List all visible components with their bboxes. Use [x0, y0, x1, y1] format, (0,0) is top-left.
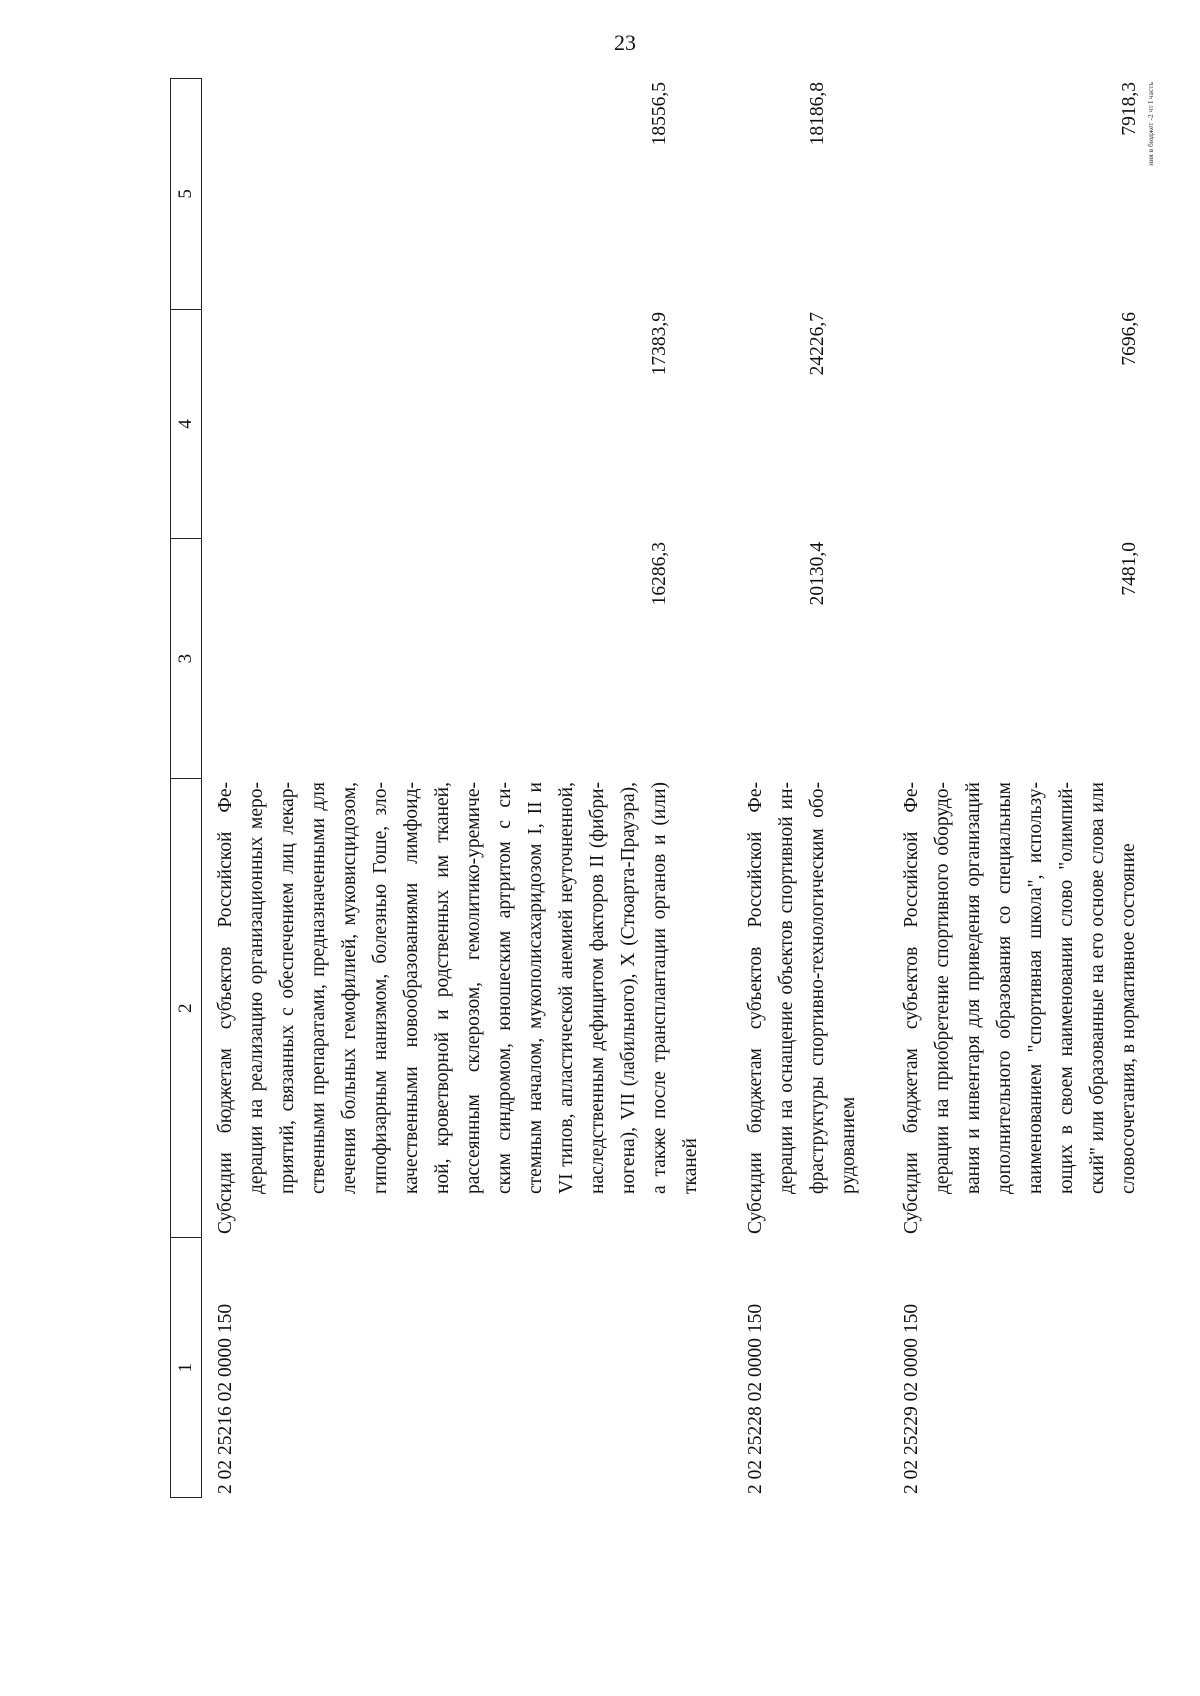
row-description	[740, 782, 864, 1234]
footnote: ния в бюджет -2 чт I часть	[1146, 82, 1155, 166]
description-line: а также после трансплантации органов и (или)	[649, 782, 670, 1194]
description-line: Субсидии бюджетам субъектов Российской Фе-	[745, 782, 766, 1234]
header-col-5: 5	[175, 189, 196, 199]
row-value-col-3: 20130,4	[807, 542, 828, 606]
description-line: Субсидии бюджетам субъектов Российской Фе-	[901, 782, 922, 1234]
description-line: словосочетания, в нормативное состояние	[1118, 843, 1139, 1194]
table-row	[210, 78, 710, 1498]
description-line: ский" или образованные на его основе слова или	[1087, 782, 1108, 1194]
header-col-3: 3	[171, 538, 201, 778]
page-number: 23	[614, 30, 636, 55]
table-header-row	[170, 78, 202, 1498]
header-col-4: 4	[171, 309, 201, 539]
row-value-col-3: 16286,3	[649, 542, 670, 606]
row-value-col-5: 7918,3	[1119, 82, 1140, 136]
description-line: ским синдромом, юношеским артритом с си-	[494, 782, 515, 1194]
description-line: Субсидии бюджетам субъектов Российской Фе-	[215, 782, 236, 1234]
row-description	[896, 782, 1144, 1234]
description-line: ющих в своем наименовании слово "олимпий-	[1056, 782, 1077, 1194]
description-line: гипофизарным нанизмом, болезнью Гоше, зло-	[370, 782, 391, 1194]
description-line: рассеянным склерозом, гемолитико-уремиче-	[463, 782, 484, 1194]
table-row	[740, 78, 870, 1498]
header-col-1: 1	[171, 1237, 201, 1497]
rotated-table-sheet	[170, 78, 1155, 1498]
description-line: тканей	[680, 1138, 701, 1194]
description-line: наименованием "спортивная школа", использу-	[1025, 782, 1046, 1194]
row-value-col-4: 24226,7	[807, 312, 828, 376]
row-code: 2 02 25229 02 0000 150	[901, 1303, 922, 1494]
description-line: ной, кроветворной и родственных им тканей,	[432, 782, 453, 1194]
row-description	[210, 782, 706, 1234]
description-line: качественными новообразованиями лимфоид-	[401, 782, 422, 1194]
row-value-col-4: 17383,9	[649, 312, 670, 376]
description-line: приятий, связанных с обеспечением лиц лекар-	[277, 782, 298, 1194]
description-line: стемным началом, мукополисахаридозом I, II и	[525, 782, 546, 1194]
description-line: дерации на оснащение объектов спортивной ин-	[776, 782, 797, 1194]
description-line: дополнительного образования со специальным	[994, 782, 1015, 1194]
description-line: лечения больных гемофилией, муковисцидозом,	[339, 782, 360, 1194]
row-code: 2 02 25216 02 0000 150	[215, 1303, 236, 1494]
row-value-col-5: 18556,5	[649, 82, 670, 146]
description-line: фраструктуры спортивно-технологическим обо-	[807, 782, 828, 1194]
table-row	[896, 78, 1156, 1498]
header-col-2: 2	[171, 778, 201, 1237]
description-line: ственными препаратами, предназначенными для	[308, 782, 329, 1194]
description-line: VI типов, апластической анемией неуточненной,	[556, 782, 577, 1194]
description-line: рудованием	[838, 1096, 859, 1194]
description-line: дерации на реализацию организационных меро-	[246, 782, 267, 1194]
description-line: ногена), VII (лабильного), X (Стюарта-Прауэра),	[618, 782, 639, 1194]
row-value-col-4: 7696,6	[1119, 312, 1140, 366]
description-line: наследственным дефицитом факторов II (фибри-	[587, 782, 608, 1194]
row-code: 2 02 25228 02 0000 150	[745, 1303, 766, 1494]
description-line: дерации на приобретение спортивного оборудо-	[932, 782, 953, 1194]
row-value-col-3: 7481,0	[1119, 542, 1140, 596]
row-value-col-5: 18186,8	[807, 82, 828, 146]
description-line: вания и инвентаря для приведения организаций	[963, 782, 984, 1194]
